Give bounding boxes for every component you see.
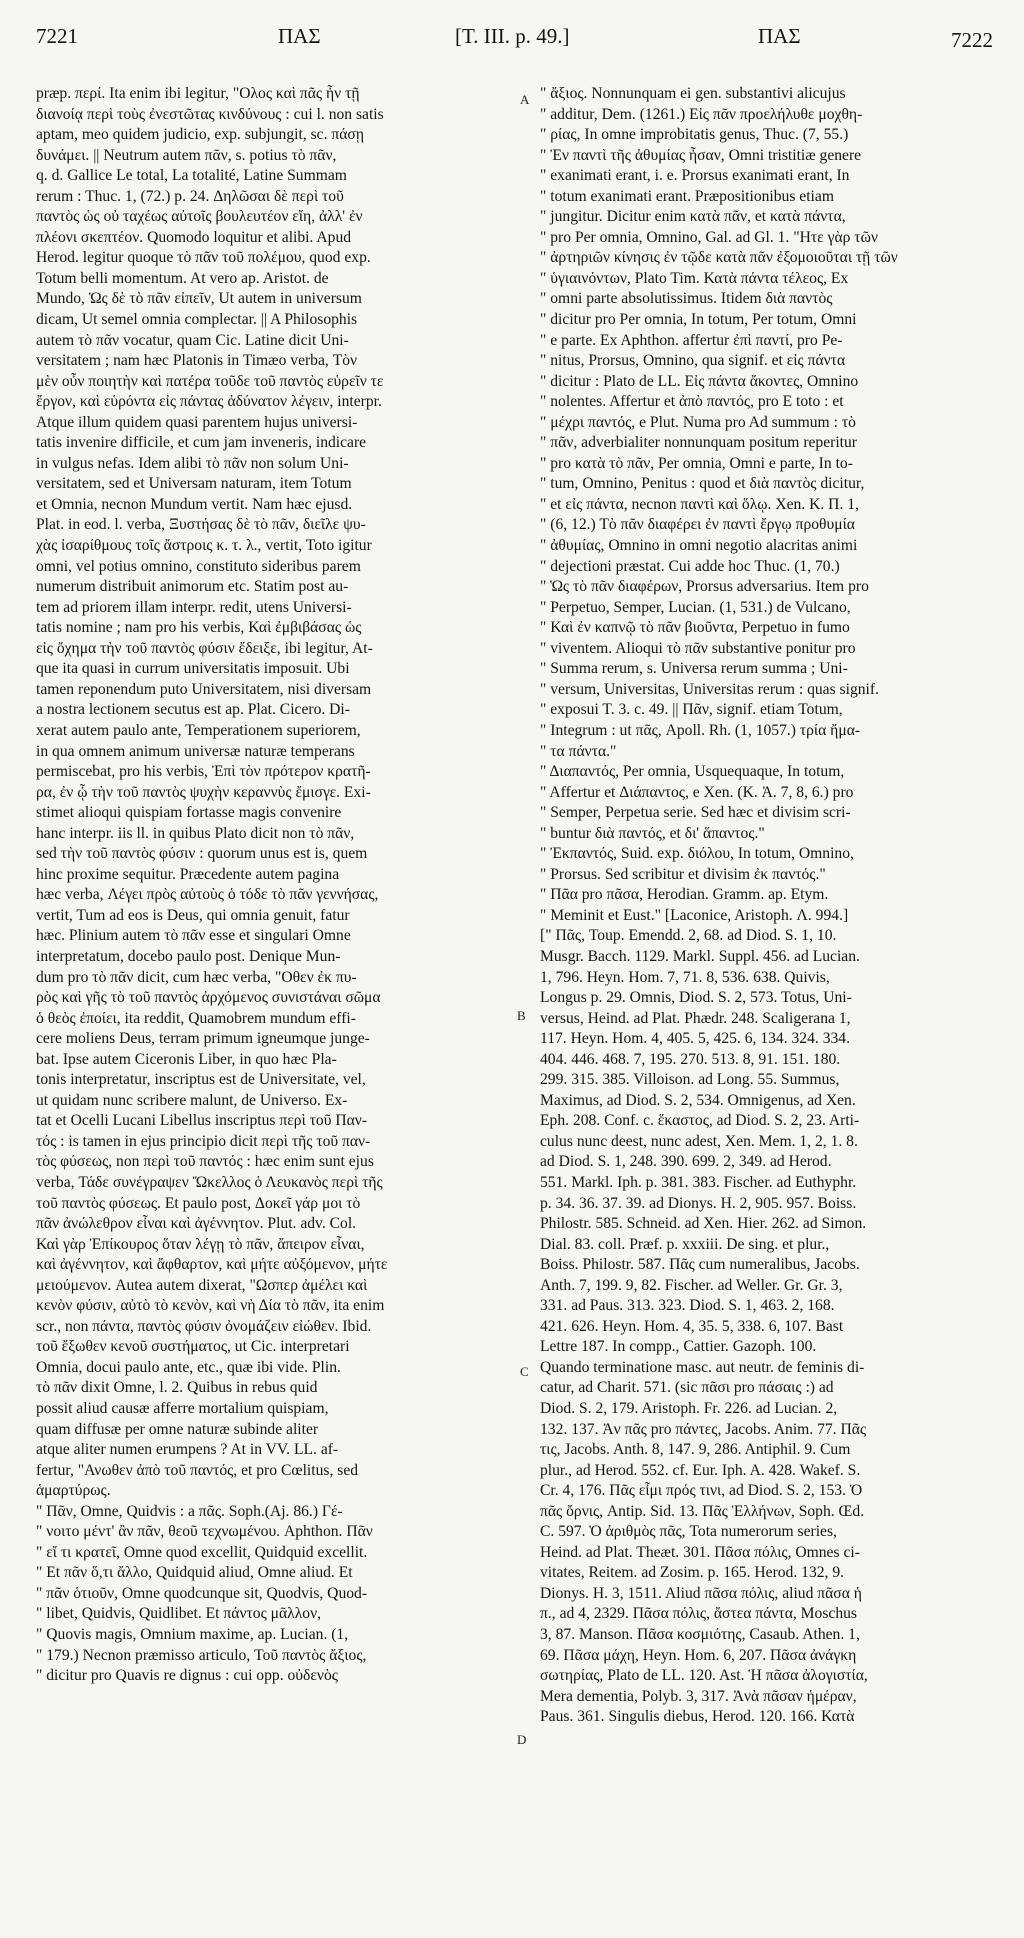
text-line: in vulgus nefas. Idem alibi τὸ πᾶν non solum Uni- xyxy=(36,454,349,472)
text-line: " νοιτο μέντ' ἂν πᾶν, θεοῦ τεχνωμένου. Aphthon. Πᾶν xyxy=(36,1523,373,1541)
text-line: omni, vel potius omnino, constituto sideribus parem xyxy=(36,557,361,575)
text-line: " μέχρι παντός, e Plut. Numa pro Ad summum : τὸ xyxy=(540,413,856,431)
text-line: " totum exanimati erant. Præpositionibus etiam xyxy=(540,187,834,205)
text-line: Totum belli momentum. At vero ap. Aristot. de xyxy=(36,269,329,287)
text-line: Boiss. Philostr. 587. Πᾶς cum numeralibus, Jacobs. xyxy=(540,1256,860,1274)
text-line: Mera dementia, Polyb. 3, 317. Ἀνὰ πᾶσαν ἡμέραν, xyxy=(540,1687,857,1705)
text-line: Anth. 7, 199. 9, 82. Fischer. ad Weller. Gr. Gr. 3, xyxy=(540,1276,843,1294)
text-line: 3, 87. Manson. Πᾶσα κοσμιότης, Casaub. Athen. 1, xyxy=(540,1626,860,1644)
text-line: ἁμαρτύρως. xyxy=(36,1482,111,1500)
text-line: " Διαπαντός, Per omnia, Usquequaque, In totum, xyxy=(540,763,845,781)
left-text-column xyxy=(36,84,506,1924)
text-line: a nostra lectionem secutus est ap. Plat. Cicero. Di- xyxy=(36,701,350,719)
text-line: " Integrum : ut πᾶς, Apoll. Rh. (1, 1057.) τρία ἤμα- xyxy=(540,721,861,739)
text-line: " dicitur pro Per omnia, In totum, Per totum, Omni xyxy=(540,311,857,329)
text-line: τὸς φύσεως, non περὶ τοῦ παντός : hæc enim sunt ejus xyxy=(36,1153,374,1171)
text-line: rerum : Thuc. 1, (72.) p. 24. Δηλῶσαι δὲ περὶ τοῦ xyxy=(36,187,344,205)
text-line: δυνάμει. || Neutrum autem πᾶν, s. potius τὸ πᾶν, xyxy=(36,146,337,164)
right-running-title: ΠΑΣ xyxy=(758,24,801,48)
text-line: atque aliter numen erumpens ? At in VV. LL. af- xyxy=(36,1441,339,1459)
text-line: " versum, Universitas, Universitas rerum : quas signif. xyxy=(540,680,879,698)
text-line: " πᾶν ὁτιοῦν, Omne quodcunque sit, Quodvis, Quod- xyxy=(36,1584,368,1602)
text-line: σωτηρίας, Plato de LL. 120. Ast. Ἡ πᾶσα ἀλογιστία, xyxy=(540,1667,868,1685)
text-line: Philostr. 585. Schneid. ad Xen. Hier. 262. ad Simon. xyxy=(540,1215,867,1233)
text-line: 1, 796. Heyn. Hom. 7, 71. 8, 536. 638. Quivis, xyxy=(540,968,830,986)
text-line: tamen reponendum puto Universitatem, nisi diversam xyxy=(36,680,372,698)
text-line: " ρίας, In omne improbitatis genus, Thuc. (7, 55.) xyxy=(540,126,849,144)
text-line: scr., non πάντα, παντὸς φύσιν ὀνομάζειν εἰώθεν. Ibid. xyxy=(36,1317,372,1335)
text-line: " (6, 12.) Τὸ πᾶν διαφέρει ἐν παντὶ ἔργῳ προθυμία xyxy=(540,516,855,534)
text-line: hæc verba, Λέγει πρὸς αὐτοὺς ὁ τόδε τὸ πᾶν γεννήσας, xyxy=(36,886,379,904)
text-line: " ὑγιαινόντων, Plato Tim. Κατὰ πάντα τέλεος, Ex xyxy=(540,269,849,287)
text-line: " libet, Quidvis, Quidlibet. Et πάντος μᾶλλον, xyxy=(36,1605,322,1623)
text-line: possit aliud causæ afferre mortalium quispiam, xyxy=(36,1400,329,1417)
text-line: " Affertur et Διάπαντος, e Xen. (K. Ἀ. 7, 8, 6.) pro xyxy=(540,783,854,801)
text-line: in qua omnem animum universæ naturæ temperans xyxy=(36,742,355,760)
text-line: C. 597. Ὁ ἀριθμὸς πᾶς, Tota numerorum series, xyxy=(540,1523,837,1541)
text-line: " additur, Dem. (1261.) Εἰς πᾶν προελήλυθε μοχθη- xyxy=(540,105,863,123)
text-line: permiscebat, pro his verbis, Ἐπὶ τὸν πρότερον κρατῆ- xyxy=(36,763,371,781)
text-line: διανοίᾳ περὶ τοὺς ἐνεστῶτας κινδύνους : cui l. non satis xyxy=(36,105,384,123)
text-line: " Meminit et Eust." [Laconice, Aristoph. Λ. 994.] xyxy=(540,906,849,924)
text-line: præp. περί. Ita enim ibi legitur, "Ολος καὶ πᾶς ἦν τῇ xyxy=(36,85,360,102)
text-line: " ἀρτηριῶν κίνησις ἐν τῷδε κατὰ πᾶν ἐξομοιοῦται τῇ τῶν xyxy=(540,249,898,267)
text-line: Herod. legitur quoque τὸ πᾶν τοῦ πολέμου, quod exp. xyxy=(36,249,371,267)
text-line: " Καὶ ἐν καπνῷ τὸ πᾶν βιοῦντα, Perpetuo in fumo xyxy=(540,619,850,637)
text-line: " exposui T. 3. c. 49. || Πᾶν, signif. etiam Totum, xyxy=(540,701,843,719)
text-line: 421. 626. Heyn. Hom. 4, 35. 5, 338. 6, 107. Bast xyxy=(540,1317,844,1335)
text-line: " exanimati erant, i. e. Prorsus exanimati erant, In xyxy=(540,167,850,185)
text-line: " Summa rerum, s. Universa rerum summa ; Uni- xyxy=(540,660,848,678)
text-line: bat. Ipse autem Ciceronis Liber, in quo hæc Pla- xyxy=(36,1050,337,1068)
left-page-number: 7221 xyxy=(36,24,78,48)
text-line: Mundo, Ὡς δὲ τὸ πᾶν εἰπεῖν, Ut autem in universum xyxy=(36,290,362,308)
text-line: μειούμενον. Autea autem dixerat, "Ωσπερ ἀμέλει καὶ xyxy=(36,1276,368,1294)
text-line: Longus p. 29. Omnis, Diod. S. 2, 573. Totus, Uni- xyxy=(540,989,852,1007)
text-line: catur, ad Charit. 571. (sic πᾶσι pro πάσαις :) ad xyxy=(540,1379,834,1397)
text-line: 551. Markl. Iph. p. 381. 383. Fischer. ad Euthyphr. xyxy=(540,1173,857,1191)
text-line: τὸ πᾶν dixit Omne, l. 2. Quibus in rebus quid xyxy=(36,1379,318,1397)
text-line: " ἀθυμίας, Omnino in omni negotio alacritas animi xyxy=(540,537,858,555)
text-line: tatis invenire difficile, et cum jam inveneris, indicare xyxy=(36,434,367,452)
text-line: plur., ad Herod. 552. cf. Eur. Iph. A. 428. Wakef. S. xyxy=(540,1461,861,1479)
text-line: Quando terminatione masc. aut neutr. de feminis di- xyxy=(540,1358,865,1376)
margin-marker-c: C xyxy=(520,1364,529,1379)
text-line: πλέονι σκεπτέον. Quomodo loquitur et alibi. Apud xyxy=(36,228,352,246)
text-line: hæc. Plinium autem τὸ πᾶν esse et singulari Omne xyxy=(36,927,351,945)
text-line: " dicitur : Plato de LL. Εἰς πάντα ἄκοντες, Omnino xyxy=(540,372,859,390)
text-line: " dejectioni præstat. Cui adde hoc Thuc. (1, 70.) xyxy=(540,557,840,575)
text-line: " Ἐν παντὶ τῆς ἀθυμίας ἦσαν, Omni tristitiæ genere xyxy=(540,146,862,164)
text-line: Musgr. Bacch. 1129. Markl. Suppl. 456. ad Lucian. xyxy=(540,947,860,965)
text-line: fertur, "Ανωθεν ἀπὸ τοῦ παντός, et pro Cœlitus, sed xyxy=(36,1461,359,1479)
margin-marker-b: B xyxy=(517,1008,526,1023)
text-line: tonis interpretatur, inscriptus est de Universitate, vel, xyxy=(36,1071,366,1089)
text-line: Cr. 4, 176. Πᾶς εἶμι πρός τινι, ad Diod. S. 2, 153. Ὁ xyxy=(540,1482,863,1500)
text-line: " Πᾶν, Omne, Quidvis : a πᾶς. Soph.(Aj. 86.) Γέ- xyxy=(36,1502,343,1520)
text-line: tat et Ocelli Lucani Libellus inscriptus περὶ τοῦ Παν- xyxy=(36,1112,368,1130)
text-line: " Semper, Perpetua serie. Sed hæc et divisim scri- xyxy=(540,804,851,822)
text-line: " jungitur. Dicitur enim κατὰ πᾶν, et κατὰ πάντα, xyxy=(540,208,846,226)
text-line: versitatem, sed et Universam naturam, item Totum xyxy=(36,475,352,493)
text-line: " πᾶν, adverbialiter nonnunquam positum reperitur xyxy=(540,434,857,452)
text-line: " nolentes. Affertur et ἀπὸ παντός, pro E toto : et xyxy=(540,393,844,411)
text-line: cere moliens Deus, terram primum igneumque junge- xyxy=(36,1030,370,1048)
text-line: " Prorsus. Sed scribitur et divisim ἐκ παντός." xyxy=(540,865,826,883)
text-line: " pro κατὰ τὸ πᾶν, Per omnia, Omni e parte, In to- xyxy=(540,454,853,472)
text-line: Atque illum quidem quasi parentem hujus universi- xyxy=(36,413,358,431)
text-line: [" Πᾶς, Toup. Emendd. 2, 68. ad Diod. S. 1, 10. xyxy=(540,927,837,945)
right-page-number: 7222 xyxy=(951,28,993,52)
text-line: " Perpetuo, Semper, Lucian. (1, 531.) de Vulcano, xyxy=(540,598,851,616)
text-line: dicam, Ut semel omnia complectar. || A Philosophis xyxy=(36,311,358,329)
text-line: 69. Πᾶσα μάχη, Heyn. Hom. 6, 207. Πᾶσα ἀνάγκη xyxy=(540,1646,857,1664)
text-line: παντὸς ὡς οὐ ταχέως αὐτοῖς βουλευτέον εἴη, ἀλλ' ἐν xyxy=(36,208,363,226)
text-line: vertit, Tum ad eos is Deus, qui omnia genuit, fatur xyxy=(36,906,350,924)
text-line: Καὶ γὰρ Ἐπίκουρος ὅταν λέγῃ τὸ πᾶν, ἄπειρον εἶναι, xyxy=(36,1235,365,1253)
page-header xyxy=(0,8,1024,58)
text-line: " Ὡς τὸ πᾶν διαφέρων, Prorsus adversarius. Item pro xyxy=(540,578,869,596)
text-line: " ἄξιος. Nonnunquam ei gen. substantivi alicujus xyxy=(540,85,846,102)
text-line: 299. 315. 385. Villoison. ad Long. 55. Summus, xyxy=(540,1071,840,1089)
text-line: " pro Per omnia, Omnino, Gal. ad Gl. 1. "Ητε γὰρ τῶν xyxy=(540,228,878,246)
text-line: Plat. in eod. l. verba, Ξυστήσας δὲ τὸ πᾶν, διεῖλε ψυ- xyxy=(36,516,366,534)
text-line: verba, Τάδε συνέγραψεν Ὤκελλος ὁ Λευκανὸς περὶ τῆς xyxy=(36,1173,383,1191)
text-line: ad Diod. S. 1, 248. 390. 699. 2, 349. ad Herod. xyxy=(540,1153,832,1171)
text-line: κενὸν φύσιν, αὐτὸ τὸ κενὸν, καὶ νὴ Δία τὸ πᾶν, ita enim xyxy=(36,1297,385,1315)
text-line: q. d. Gallice Le total, La totalité, Latine Summam xyxy=(36,167,347,185)
text-line: Heind. ad Plat. Theæt. 301. Πᾶσα πόλις, Omnes ci- xyxy=(540,1543,860,1561)
text-line: πᾶν ἀνώλεθρον εἶναι καὶ ἀγέννητον. Plut. adv. Col. xyxy=(36,1215,357,1233)
text-line: quam diffusæ per omne naturæ subinde aliter xyxy=(36,1420,319,1438)
text-line: dum pro τὸ πᾶν dicit, cum hæc verba, "Οθεν ἐκ πυ- xyxy=(36,968,357,986)
text-line: versus, Heind. ad Plat. Phædr. 248. Scaligerana 1, xyxy=(540,1009,851,1027)
text-line: numerum distribuit animorum etc. Statim post au- xyxy=(36,578,349,596)
margin-marker-d: D xyxy=(517,1732,527,1747)
text-line: Dionys. H. 3, 1511. Aliud πᾶσα πόλις, aliud πᾶσα ἡ xyxy=(540,1584,862,1602)
text-line: μὲν οὖν ποιητὴν καὶ πατέρα τοῦδε τοῦ παντὸς εὑρεῖν τε xyxy=(36,372,384,390)
text-line: εἰς ὄχημα τὴν τοῦ παντὸς φύσιν ἔδειξε, ibi legitur, At- xyxy=(36,639,373,657)
text-line: τις, Jacobs. Anth. 8, 147. 9, 286. Antiphil. 9. Cum xyxy=(540,1441,851,1459)
text-line: interpretatum, docebo paulo post. Denique Mun- xyxy=(36,947,341,965)
text-line: p. 34. 36. 37. 39. ad Dionys. H. 2, 905. 957. Boiss. xyxy=(540,1194,857,1212)
text-line: versitatem ; nam hæc Platonis in Timæo verba, Τὸν xyxy=(36,352,358,370)
text-line: 331. ad Paus. 313. 323. Diod. S. 1, 463. 2, 168. xyxy=(540,1297,835,1315)
text-line: " Quovis magis, Omnium maxime, ap. Lucian. (1, xyxy=(36,1626,349,1644)
text-line: 404. 446. 468. 7, 195. 270. 513. 8, 91. 151. 180. xyxy=(540,1050,841,1068)
right-text-column xyxy=(540,84,1008,1924)
text-line: Maximus, ad Diod. S. 2, 534. Omnigenus, ad Xen. xyxy=(540,1091,856,1109)
text-line: τοῦ παντὸς φύσεως. Et paulo post, Δοκεῖ γάρ μοι τὸ xyxy=(36,1194,361,1212)
text-line: " εἴ τι κρατεῖ, Omne quod excellit, Quidquid excellit. xyxy=(36,1543,368,1561)
text-line: " τα πάντα." xyxy=(540,742,617,760)
text-line: ρα, ἐν ᾧ τὴν τοῦ παντὸς ψυχὴν κεραννὺς ἔμισγε. Exi- xyxy=(36,783,371,801)
text-line: hanc interpr. iis ll. in quibus Plato dicit non τὸ πᾶν, xyxy=(36,824,355,842)
text-line: ἔργον, καὶ εὑρόντα εἰς πάντας ἀδύνατον λέγειν, interpr. xyxy=(36,393,382,411)
text-line: Lettre 187. In compp., Cattier. Gazoph. 100. xyxy=(540,1338,817,1356)
text-line: hinc proxime sequitur. Præcedente autem pagina xyxy=(36,865,340,883)
text-line: stimet alioqui quispiam fortasse magis convenire xyxy=(36,804,342,822)
text-line: ὁ θεὸς ἐποίει, ita reddit, Quamobrem mundum effi- xyxy=(36,1009,356,1027)
text-line: xerat autem paulo ante, Temperationem superiorem, xyxy=(36,721,361,739)
text-line: tem ad priorem illam interpr. redit, utens Universi- xyxy=(36,598,352,616)
text-line: vitates, Reitem. ad Zosim. p. 165. Herod. 132, 9. xyxy=(540,1564,845,1582)
text-line: Dial. 83. coll. Præf. p. xxxiii. De sing. et plur., xyxy=(540,1235,830,1253)
text-line: Diod. S. 2, 179. Aristoph. Fr. 226. ad Lucian. 2, xyxy=(540,1400,838,1417)
volume-reference: [T. III. p. 49.] xyxy=(455,24,570,48)
text-line: Omnia, docui paulo ante, etc., quæ ibi vide. Plin. xyxy=(36,1358,341,1376)
text-line: " 179.) Necnon præmisso articulo, Τοῦ παντὸς ἄξιος, xyxy=(36,1646,367,1664)
text-line: πᾶς ὄρνις, Antip. Sid. 13. Πᾶς Ἑλλήνων, Soph. Œd. xyxy=(540,1502,865,1520)
text-line: que ita quasi in currum universitatis imposuit. Ubi xyxy=(36,660,350,678)
text-line: καὶ ἀγέννητον, καὶ ἄφθαρτον, καὶ μήτε αὐξόμενον, μήτε xyxy=(36,1256,388,1274)
text-line: " Ἐκπαντός, Suid. exp. διόλου, In totum, Omnino, xyxy=(540,845,854,863)
text-line: " tum, Omnino, Penitus : quod et διὰ παντὸς dicitur, xyxy=(540,475,865,493)
text-line: ut quidam nunc scribere malunt, de Universo. Ex- xyxy=(36,1091,348,1109)
text-line: " omni parte absolutissimus. Itidem διὰ παντὸς xyxy=(540,290,833,308)
text-line: " buntur διὰ παντός, et δι' ἅπαντος." xyxy=(540,824,765,842)
text-line: 132. 137. Ἀν πᾶς pro πάντες, Jacobs. Anim. 77. Πᾶς xyxy=(540,1420,867,1438)
text-line: culus nunc deest, nunc adest, Xen. Mem. 1, 2, 1. 8. xyxy=(540,1132,858,1150)
text-line: " dicitur pro Quavis re dignus : cui opp. οὐδενὸς xyxy=(36,1667,338,1685)
text-line: Paus. 361. Singulis diebus, Herod. 120. 166. Κατὰ xyxy=(540,1708,855,1726)
text-line: " nitus, Prorsus, Omnino, qua signif. et εἰς πάντα xyxy=(540,352,846,370)
left-running-title: ΠΑΣ xyxy=(278,24,321,48)
text-line: " Πᾶα pro πᾶσα, Herodian. Gramm. ap. Etym. xyxy=(540,886,829,904)
text-line: Eph. 208. Conf. c. ἕκαστος, ad Diod. S. 2, 23. Arti- xyxy=(540,1112,860,1130)
text-line: 117. Heyn. Hom. 4, 405. 5, 425. 6, 134. 324. 334. xyxy=(540,1030,850,1048)
text-line: aptam, meo quidem judicio, exp. subjungit, sc. πάσῃ xyxy=(36,126,364,144)
text-line: tatis nomine ; nam pro his verbis, Καὶ ἐμβιβάσας ὡς xyxy=(36,619,362,637)
text-line: τός : is tamen in ejus principio dicit περὶ τῆς τοῦ παν- xyxy=(36,1132,371,1150)
text-line: " Et πᾶν ὅ,τι ἄλλο, Quidquid aliud, Omne aliud. Et xyxy=(36,1564,353,1582)
text-line: π., ad 4, 2329. Πᾶσα πόλις, ἄστεα πάντα, Moschus xyxy=(540,1605,857,1623)
text-line: " viventem. Alioqui τὸ πᾶν substantive ponitur pro xyxy=(540,639,856,657)
text-line: τοῦ ἔξωθεν κενοῦ συστήματος, ut Cic. interpretari xyxy=(36,1338,350,1356)
text-line: ρὸς καὶ γῆς τὸ τοῦ παντὸς ἀρχόμενος συνιστάναι σῶμα xyxy=(36,989,381,1007)
text-line: " e parte. Ex Aphthon. affertur ἐπὶ παντί, pro Pe- xyxy=(540,331,843,349)
text-line: autem τὸ πᾶν vocatur, quam Cic. Latine dicit Uni- xyxy=(36,331,349,349)
text-line: " et εἰς πάντα, necnon παντὶ καὶ ὅλῳ. Xen. K. Π. 1, xyxy=(540,495,859,513)
margin-marker-a: A xyxy=(520,92,530,107)
text-line: χὰς ἰσαρίθμους τοῖς ἄστροις κ. τ. λ., vertit, Toto igitur xyxy=(36,537,372,555)
text-line: sed τὴν τοῦ παντὸς φύσιν : quorum unus est is, quem xyxy=(36,845,368,863)
text-line: et Omnia, necnon Mundum vertit. Nam hæc ejusd. xyxy=(36,495,353,513)
